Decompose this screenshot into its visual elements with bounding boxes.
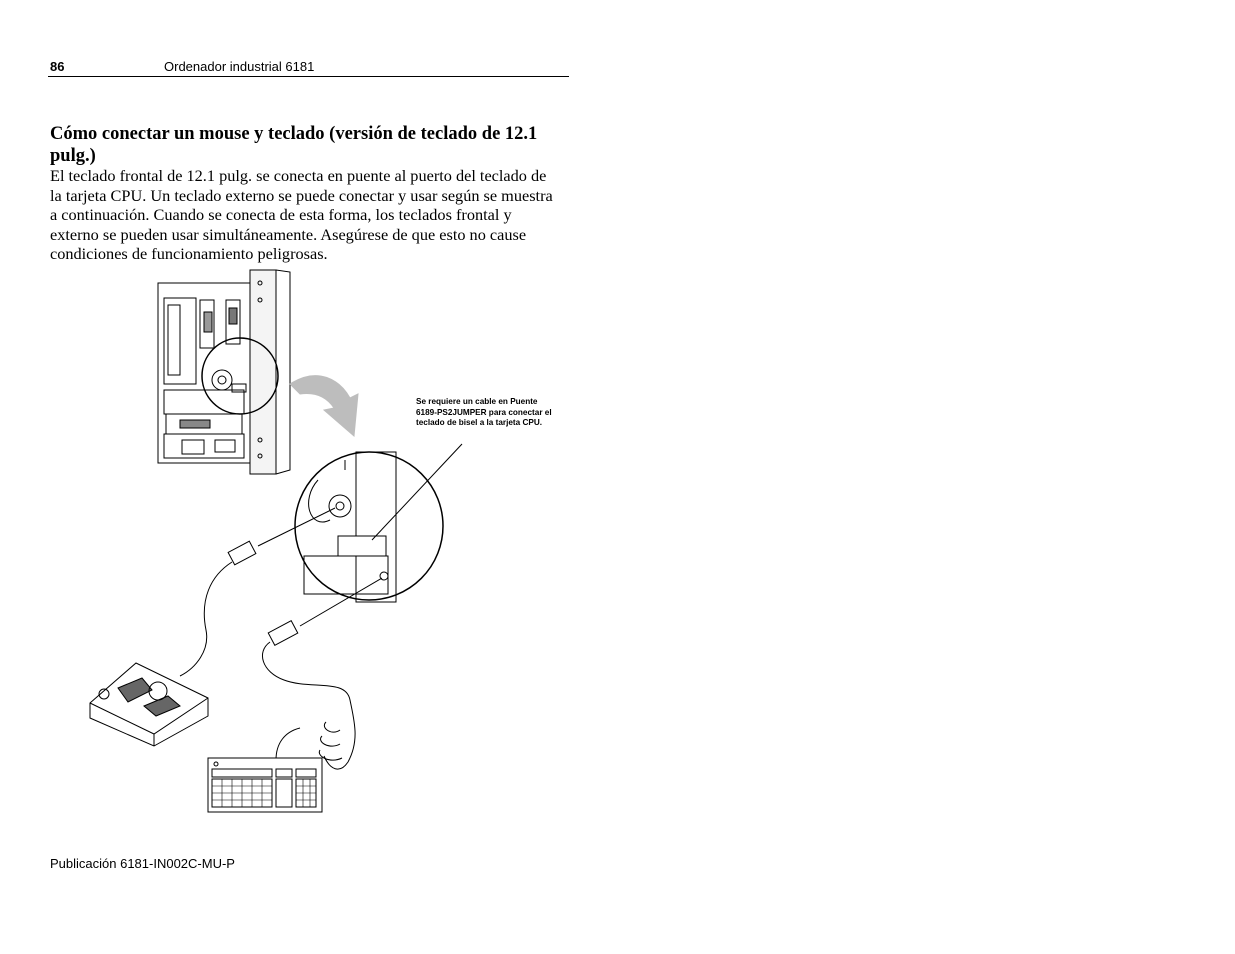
page-number: 86 — [50, 59, 65, 74]
mouse-cable — [180, 541, 256, 676]
section-body: El teclado frontal de 12.1 pulg. se conecta en puente al puerto del teclado de la tarjeta CPU. Un teclado externo se puede conectar y usar según se muestra a continuación. Cuando se conecta de esta forma, los teclados frontal y externo se pueden usar simultáneamente. Asegúrese de que esto no cause condiciones de funcionamiento peligrosas. — [50, 166, 553, 264]
detail-enlargement — [295, 452, 443, 602]
trackball-device — [90, 663, 208, 746]
zoom-arrow-icon — [290, 376, 358, 436]
publication-footer: Publicación 6181-IN002C-MU-P — [50, 856, 235, 871]
keyboard-cable — [262, 621, 355, 769]
cable-callout: Se requiere un cable en Puente 6189-PS2JUMPER para conectar el teclado de bisel a la tarjeta CPU. — [416, 397, 552, 427]
section-heading: Cómo conectar un mouse y teclado (versión de teclado de 12.1 pulg.) — [50, 124, 538, 166]
computer-rear-panel — [158, 270, 290, 474]
callout-leader — [372, 444, 462, 540]
external-keyboard — [208, 758, 322, 812]
running-header-title: Ordenador industrial 6181 — [164, 59, 315, 74]
